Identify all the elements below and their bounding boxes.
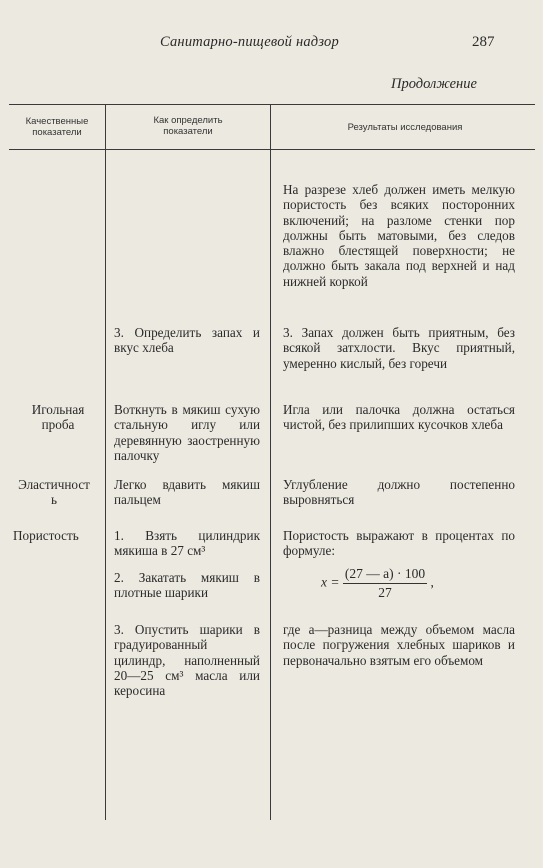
formula-lhs: x = [321,574,340,590]
column-divider-1 [105,104,106,820]
cell-r5-result-1: Пористость выражают в процентах по формуле: [283,528,515,559]
table-top-rule [9,104,535,105]
cell-r4-result: Углубление должно постепенно выровняться [283,477,515,508]
cell-r2-method: 3. Определить запах и вкус хлеба [114,325,260,356]
cell-r3-method: Воткнуть в мякиш сухую стальную иглу или деревянную заостренную палочку [114,402,260,463]
header-indicators: Качественные показатели [25,116,89,138]
cell-r5-method-1: 1. Взять цилиндрик мякиша в 27 см³ [114,528,260,559]
cell-r5-indicator: Пористость [13,528,79,543]
cell-r5-result-3: где a—разница между объемом масла после погружения хлебных шариков и первоначально взятым его объемом [283,622,515,668]
porosity-formula [321,566,434,601]
running-title: Санитарно-пищевой надзор [160,34,339,50]
cell-r1-result: На разрезе хлеб должен иметь мелкую пористость без всяких посторонних включений; на разломе стенки пор должны быть матовыми, без следов влажно блестящей поверхности; не должно быть закала под верхней и над нижней коркой [283,182,515,289]
formula-numerator: (27 — a) · 100 [343,566,427,584]
column-divider-2 [270,104,271,820]
header-results: Результаты исследования [347,122,463,133]
cell-r4-indicator: Эластичность [18,477,90,508]
cell-r5-method-3: 3. Опустить шарики в градуированный цилиндр, наполненный 20—25 см³ масла или керосина [114,622,260,699]
header-bottom-rule [9,149,535,150]
cell-r3-result: Игла или палочка должна остаться чистой, без прилипших кусочков хлеба [283,402,515,433]
page-number: 287 [472,34,495,50]
formula-denominator: 27 [378,585,392,600]
continuation-label: Продолжение [391,76,477,92]
formula-fraction [343,566,427,601]
cell-r2-result: 3. Запах должен быть приятным, без всякой затхлости. Вкус приятный, умеренно кислый, без горечи [283,325,515,371]
header-method: Как определить показатели [153,115,223,137]
cell-r4-method: Легко вдавить мякиш пальцем [114,477,260,508]
formula-tail: , [430,574,434,590]
cell-r3-indicator: Игольная проба [31,402,85,433]
cell-r5-method-2: 2. Закатать мякиш в плотные шарики [114,570,260,601]
